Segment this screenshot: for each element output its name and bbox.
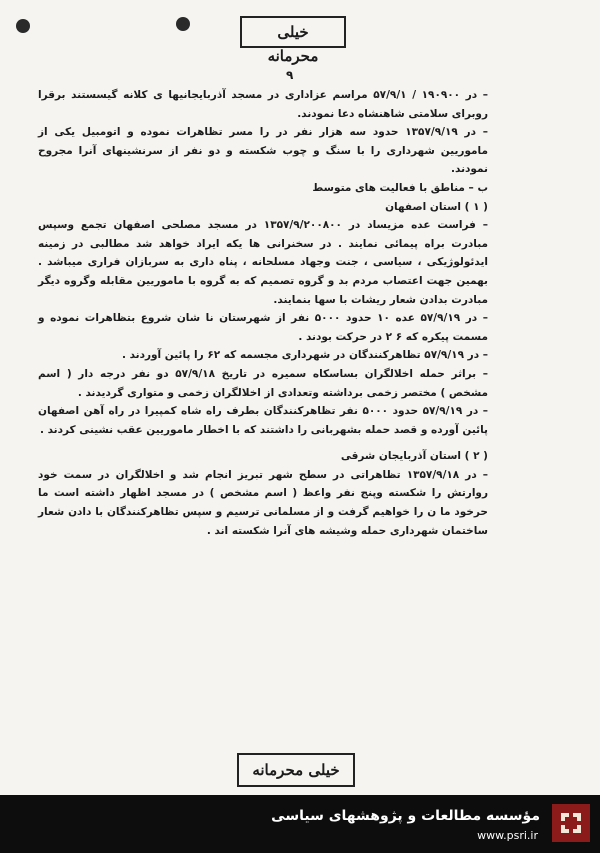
subsection-heading: ( ۱ ) استان اصفهان	[385, 200, 488, 213]
page-number: ۹	[286, 68, 294, 82]
paragraph: – در ۱۳۵۷/۹/۱۸ تظاهراتی در سطح شهر تبریز انجام شد و اخلالگران در سمت خود روارتش را شکسته وپنج نفر واعظ ( اسم مشخص ) در مسجد اظهار داشته است ما حرخود ما ن را خواهیم گرفت و از مسلمانی ترسیم و سپس تظاهرکنندگان با دادن شعار ساختمان شهرداری حمله وشیشه های آنرا شکسته اند .	[38, 468, 489, 537]
institute-name: مؤسسه مطالعات و پژوهشهای سیاسی	[271, 808, 540, 824]
paragraph: – در ۱۳۵۷/۹/۱۹ حدود سه هزار نفر در را مسر تظاهرات نموده و اتومبیل یکی از ماموریین شهرداری را با سنگ و چوب شکسته و دو نفر از سرنشینهای آنرا مجروح نمودند.	[38, 126, 488, 176]
punch-hole-right	[176, 17, 190, 31]
paragraph: – براثر حمله اخلالگران بساسکاه سمیره در تاریخ ۵۷/۹/۱۸ دو نفر درجه دار ( اسم مشخص ) مختصر زخمی برداشته وتعدادی از اخلالگران زخمی و متواری گردیدند .	[38, 367, 488, 399]
classification-stamp-top: خیلی محرمانه	[240, 16, 346, 48]
watermark-bar	[0, 795, 600, 853]
paragraph: – فراست عده مزیساد در ۱۳۵۷/۹/۲۰۰۸۰۰ در مسجد مصلحی اصفهان تجمع وسپس مبادرت براه پیمائی نمایند . در سخنرانی ها یکه ایراد خواهد شد مطالبی در زمینه ایدئولوژیکی ، سیاسی ، جنت وجهاد مسلحانه ، پناه داری به سربازان فراری میباشد . بهمین جهت اعتصاب مردم بد و گروه تصمیم که به گروه با ماموریین مقابله وگروه دیگر مبادرت بدادن شعار ریشات با سها بنمایند.	[38, 219, 488, 306]
paragraph: – در ۵۷/۹/۱۹ تظاهرکنندگان در شهرداری مجسمه که ۶۲ را پائین آوردند .	[121, 349, 488, 362]
subsection-heading: ( ۲ ) استان آذربایجان شرقی	[340, 450, 488, 463]
classification-stamp-bottom: خیلی محرمانه	[237, 753, 355, 787]
institute-url: www.psri.ir	[477, 829, 538, 842]
paragraph: – در ۵۷/۹/۱۹ حدود ۵۰۰۰ نفر تظاهرکنندگان بطرف راه شاه کمپیرا در راه آهن اصفهان پائین آورده و قصد حمله بشهربانی را داشتند که با اخطار ماموریین عقب نشینی کردند .	[38, 405, 488, 436]
institute-emblem-icon	[552, 804, 590, 842]
section-heading: ب – مناطق با فعالیت های متوسط	[312, 181, 488, 194]
document-body	[38, 86, 488, 540]
paragraph: – در ۱۹۰۹۰۰ / ۵۷/۹/۱ مراسم عزاداری در مسجد آذربایجانیها ی کلانه گیسستند برقرا روبرای سلامتی شاهنشاه دعا نمودند.	[38, 89, 488, 120]
punch-hole-left	[16, 19, 30, 33]
paragraph: – در ۵۷/۹/۱۹ عده ۱۰ حدود ۵۰۰۰ نفر از شهرستان نا شان شروع بتظاهرات نموده و مسمت پیکره که ۶ ۲ در حرکت بودند .	[38, 312, 489, 343]
